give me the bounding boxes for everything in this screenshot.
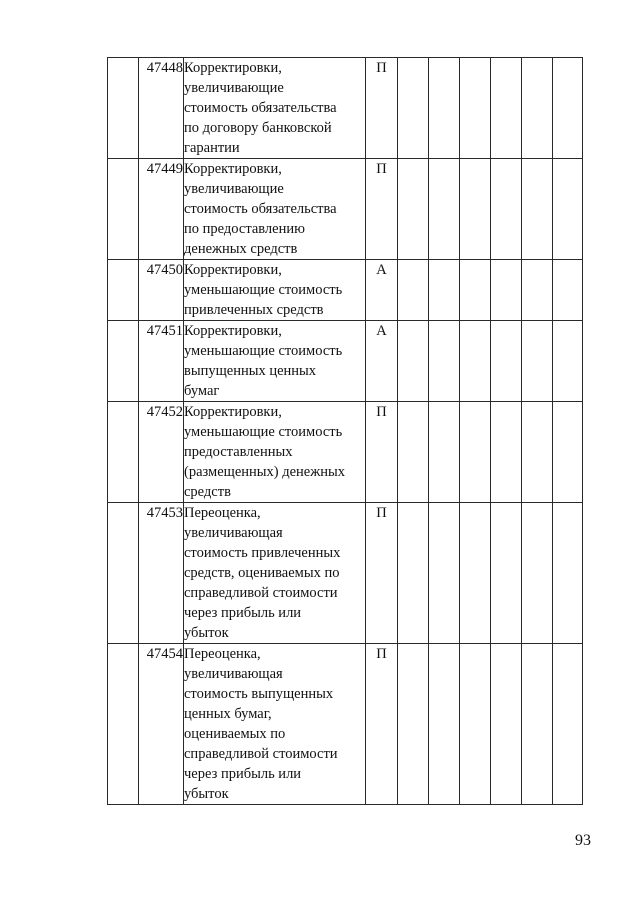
accounts-table-body (108, 58, 583, 805)
account-name-line: предоставленных (184, 444, 293, 460)
empty-cell (108, 321, 139, 402)
account-name (184, 644, 366, 805)
account-name-line: уменьшающие стоимость (184, 282, 343, 298)
empty-cell (553, 503, 583, 644)
empty-cell (398, 58, 429, 159)
account-name-line: Корректировки, (184, 323, 282, 339)
account-name-line: Корректировки, (184, 161, 282, 177)
empty-cell (491, 402, 522, 503)
account-name (184, 159, 366, 260)
account-name-line: Корректировки, (184, 60, 282, 76)
account-name-line: увеличивающие (184, 80, 284, 96)
account-name-line: Корректировки, (184, 404, 282, 420)
account-code: 47452 (139, 402, 184, 503)
table-row (108, 58, 583, 159)
account-name-line: увеличивающие (184, 181, 284, 197)
account-name-line: стоимость обязательства (184, 201, 337, 217)
account-name-line: Переоценка, (184, 505, 261, 521)
account-name-line: выпущенных ценных (184, 363, 317, 379)
account-name (184, 503, 366, 644)
account-sign: П (366, 58, 398, 159)
account-name-line: гарантии (184, 140, 240, 156)
empty-cell (491, 321, 522, 402)
account-sign: П (366, 503, 398, 644)
account-name-line: справедливой стоимости (184, 585, 338, 601)
account-name (184, 321, 366, 402)
empty-cell (108, 260, 139, 321)
empty-cell (429, 58, 460, 159)
empty-cell (522, 260, 553, 321)
account-code: 47450 (139, 260, 184, 321)
table-row (108, 402, 583, 503)
empty-cell (429, 402, 460, 503)
empty-cell (553, 402, 583, 503)
empty-cell (491, 159, 522, 260)
empty-cell (429, 321, 460, 402)
account-name-line: Корректировки, (184, 262, 282, 278)
empty-cell (460, 644, 491, 805)
account-name-line: стоимость выпущенных (184, 686, 334, 702)
account-name-line: стоимость привлеченных (184, 545, 341, 561)
account-name-line: по договору банковской (184, 120, 332, 136)
empty-cell (460, 321, 491, 402)
empty-cell (108, 159, 139, 260)
account-name-line: средств (184, 484, 231, 500)
account-name-line: убыток (184, 625, 229, 641)
accounts-table (107, 57, 583, 805)
account-name-line: через прибыль или (184, 766, 302, 782)
account-code: 47449 (139, 159, 184, 260)
account-name (184, 402, 366, 503)
empty-cell (429, 159, 460, 260)
empty-cell (398, 503, 429, 644)
account-name-line: по предоставлению (184, 221, 305, 237)
account-name-line: увеличивающая (184, 666, 283, 682)
empty-cell (522, 159, 553, 260)
account-code: 47454 (139, 644, 184, 805)
empty-cell (522, 402, 553, 503)
empty-cell (460, 58, 491, 159)
empty-cell (522, 644, 553, 805)
empty-cell (553, 321, 583, 402)
empty-cell (491, 644, 522, 805)
account-sign: П (366, 644, 398, 805)
empty-cell (553, 644, 583, 805)
empty-cell (108, 644, 139, 805)
empty-cell (522, 321, 553, 402)
table-row (108, 159, 583, 260)
empty-cell (553, 58, 583, 159)
table-row (108, 321, 583, 402)
account-name-line: уменьшающие стоимость (184, 343, 343, 359)
account-name-line: справедливой стоимости (184, 746, 338, 762)
table-row (108, 644, 583, 805)
account-name-line: денежных средств (184, 241, 298, 257)
empty-cell (108, 58, 139, 159)
account-name-line: уменьшающие стоимость (184, 424, 343, 440)
empty-cell (460, 260, 491, 321)
account-name (184, 260, 366, 321)
empty-cell (522, 503, 553, 644)
account-code: 47448 (139, 58, 184, 159)
empty-cell (108, 503, 139, 644)
empty-cell (460, 503, 491, 644)
table-row (108, 260, 583, 321)
empty-cell (398, 260, 429, 321)
empty-cell (491, 58, 522, 159)
page-number: 93 (575, 832, 591, 849)
account-name-line: привлеченных средств (184, 302, 324, 318)
table-row (108, 503, 583, 644)
account-name-line: через прибыль или (184, 605, 302, 621)
account-sign: П (366, 402, 398, 503)
empty-cell (429, 260, 460, 321)
account-name-line: убыток (184, 786, 229, 802)
empty-cell (553, 159, 583, 260)
account-name-line: оцениваемых по (184, 726, 286, 742)
account-sign: П (366, 159, 398, 260)
account-name (184, 58, 366, 159)
account-code: 47453 (139, 503, 184, 644)
empty-cell (460, 402, 491, 503)
empty-cell (491, 260, 522, 321)
empty-cell (398, 402, 429, 503)
empty-cell (398, 644, 429, 805)
empty-cell (398, 159, 429, 260)
account-code: 47451 (139, 321, 184, 402)
account-name-line: стоимость обязательства (184, 100, 337, 116)
empty-cell (553, 260, 583, 321)
empty-cell (108, 402, 139, 503)
empty-cell (522, 58, 553, 159)
empty-cell (398, 321, 429, 402)
empty-cell (460, 159, 491, 260)
empty-cell (429, 503, 460, 644)
empty-cell (491, 503, 522, 644)
account-sign: А (366, 321, 398, 402)
account-name-line: Переоценка, (184, 646, 261, 662)
account-name-line: ценных бумаг, (184, 706, 272, 722)
account-name-line: средств, оцениваемых по (184, 565, 340, 581)
account-sign: А (366, 260, 398, 321)
account-name-line: увеличивающая (184, 525, 283, 541)
empty-cell (429, 644, 460, 805)
account-name-line: (размещенных) денежных (184, 464, 345, 480)
account-name-line: бумаг (184, 383, 220, 399)
